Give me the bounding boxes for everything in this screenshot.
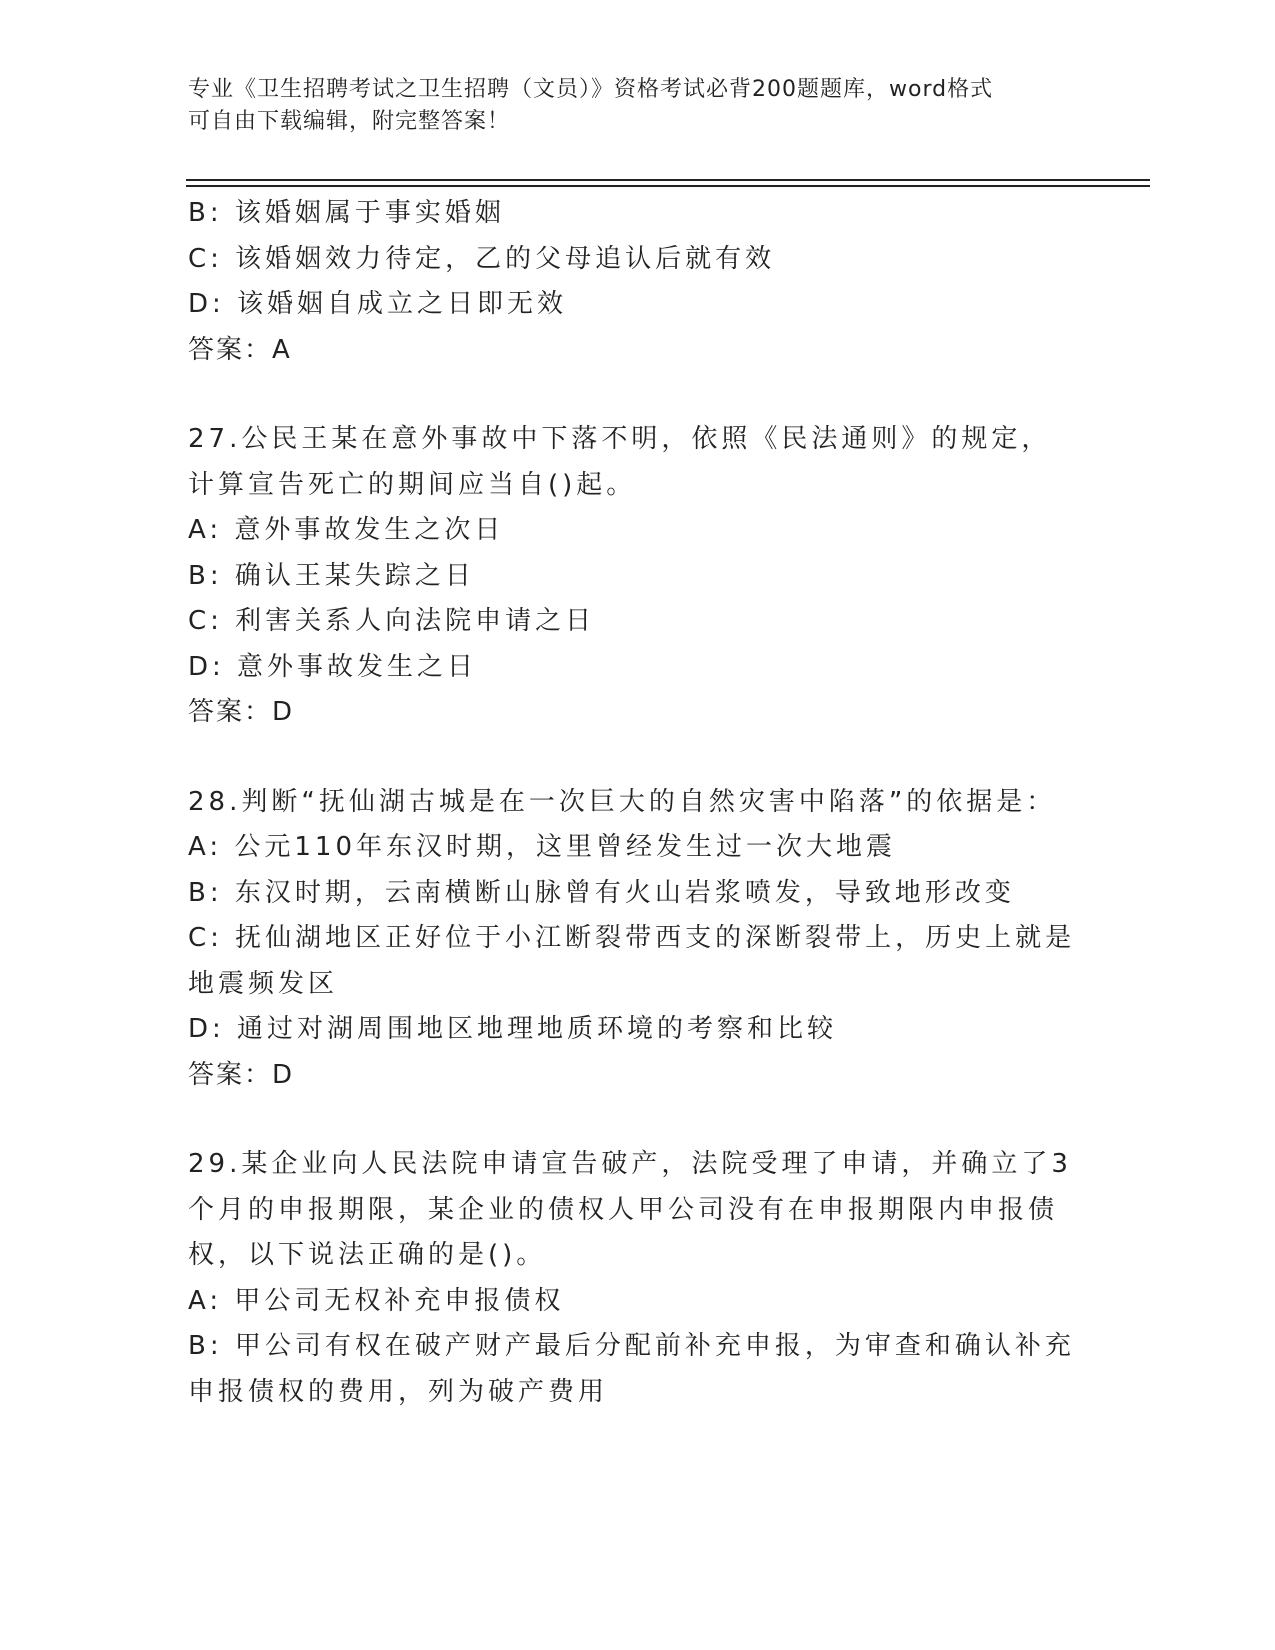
question-29 — [188, 1142, 1078, 1415]
option-c: C: 抚仙湖地区正好位于小江断裂带西支的深断裂带上，历史上就是地震频发区 — [188, 923, 1076, 999]
question-stem: 28.判断“抚仙湖古城是在一次巨大的自然灾害中陷落”的依据是： — [188, 786, 1057, 817]
question-27 — [188, 417, 1078, 736]
option-a: A: 公元110年东汉时期，这里曾经发生过一次大地震 — [188, 832, 896, 862]
option-b: B: 确认王某失踪之日 — [188, 560, 475, 591]
option-b: B: 该婚姻属于事实婚姻 — [188, 198, 505, 228]
answer: 答案：D — [188, 1059, 295, 1090]
question-stem: 29.某企业向人民法院申请宣告破产，法院受理了申请，并确立了3个月的申报期限，某企业的债权人甲公司没有在申报期限内申报债权，以下说法正确的是()。 — [188, 1149, 1072, 1270]
option-d: D: 通过对湖周围地区地理地质环境的考察和比较 — [188, 1014, 838, 1044]
header-title-line2: 可自由下载编辑，附完整答案！ — [188, 109, 511, 134]
option-c: C: 利害关系人向法院申请之日 — [188, 606, 596, 636]
question-28 — [188, 780, 1078, 1099]
option-d: D: 意外事故发生之日 — [188, 651, 478, 682]
spacer — [188, 736, 1078, 780]
option-c: C: 该婚姻效力待定，乙的父母追认后就有效 — [188, 243, 776, 274]
answer: 答案：D — [188, 697, 295, 727]
question-content — [188, 191, 1078, 1415]
option-d: D: 该婚姻自成立之日即无效 — [188, 289, 568, 319]
spacer — [188, 1098, 1078, 1142]
answer: 答案：A — [188, 334, 292, 365]
question-26-tail — [188, 191, 1078, 373]
header-rule-top — [186, 179, 1150, 181]
spacer — [188, 373, 1078, 417]
header-title-line1: 专业《卫生招聘考试之卫生招聘（文员）》资格考试必背200题题库，word格式 — [188, 77, 994, 102]
option-b: B: 东汉时期，云南横断山脉曾有火山岩浆喷发，导致地形改变 — [188, 877, 1015, 908]
header-rule-bottom — [186, 185, 1150, 187]
question-stem: 27.公民王某在意外事故中下落不明，依照《民法通则》的规定，计算宣告死亡的期间应当自()起。 — [188, 424, 1052, 500]
option-a: A: 意外事故发生之次日 — [188, 515, 505, 545]
option-b: B: 甲公司有权在破产财产最后分配前补充申报，为审查和确认补充申报债权的费用，列为破产费用 — [188, 1331, 1075, 1407]
option-a: A: 甲公司无权补充申报债权 — [188, 1285, 565, 1316]
document-header — [188, 74, 1088, 138]
